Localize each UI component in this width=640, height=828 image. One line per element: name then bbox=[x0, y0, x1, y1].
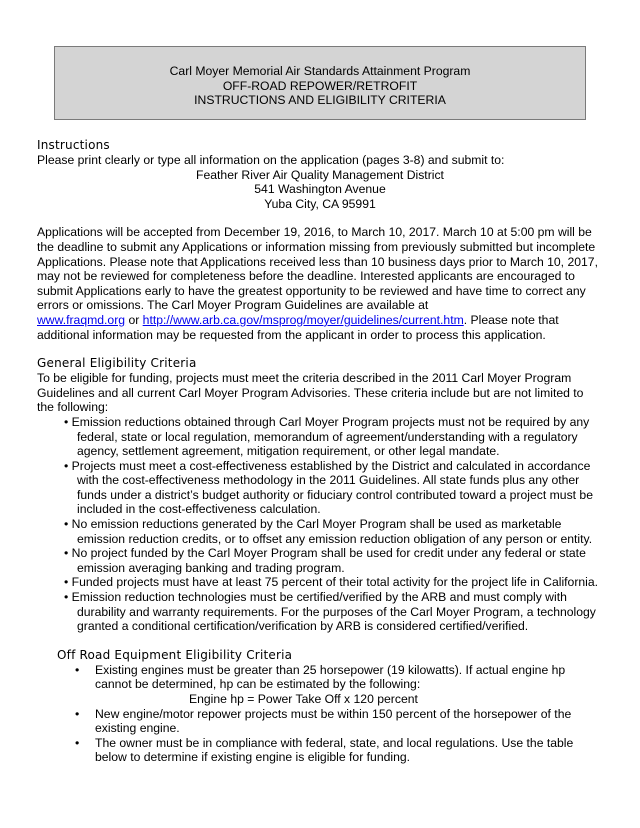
general-criteria-intro: To be eligible for funding, projects must meet the criteria described in the 2011 Carl Moyer Program Guidelines and all current Carl Moyer Program Advisories. These criteria include but are not limited to the following: bbox=[37, 371, 584, 415]
list-item bbox=[59, 459, 603, 517]
list-item bbox=[59, 415, 603, 459]
offroad-criteria-heading: Off Road Equipment Eligibility Criteria bbox=[57, 647, 293, 662]
instructions-heading: Instructions bbox=[37, 138, 110, 152]
address-street: 541 Washington Avenue bbox=[254, 182, 386, 197]
general-criteria-heading: General Eligibility Criteria bbox=[37, 356, 197, 371]
deadline-text-end: . Please note that additional information may be requested from the applicant in order to process this application. bbox=[37, 312, 559, 342]
bullet-icon: • bbox=[64, 590, 69, 605]
list-item bbox=[59, 517, 603, 546]
criteria-text: Emission reduction technologies must be certified/verified by the ARB and must comply with durability and warranty requirements. For the purposes of the Carl Moyer Program, a technology granted a conditional certification/verification by ARB is considered certified/verified. bbox=[71, 590, 596, 634]
list-item bbox=[59, 575, 603, 590]
criteria-text: Existing engines must be greater than 25 horsepower (19 kilowatts). If actual engine hp cannot be determined, hp can be estimated by the following: bbox=[95, 662, 566, 692]
criteria-text: Projects must meet a cost-effectiveness established by the District and calculated in accordance with the cost-effectiveness methodology in the 2011 Guidelines. All state funds plus any other funds under a district’s budget authority or fiduciary control contributed toward a project must be included in the cost-effectiveness calculation. bbox=[71, 458, 593, 517]
instructions-intro: Please print clearly or type all information on the application (pages 3-8) and submit to: bbox=[37, 153, 505, 167]
bullet-icon: • bbox=[75, 706, 80, 721]
list-item bbox=[75, 736, 603, 765]
program-subtitle: OFF-ROAD REPOWER/RETROFIT bbox=[222, 78, 418, 93]
bullet-icon: • bbox=[64, 458, 69, 473]
address-org: Feather River Air Quality Management District bbox=[196, 167, 444, 182]
criteria-text: Emission reductions obtained through Carl Moyer Program projects must not be required by any federal, state or local regulation, memorandum of agreement/understanding with a regulatory agency, settlement agreement, mitigation requirement, or other legal mandate. bbox=[71, 414, 590, 459]
district-address bbox=[37, 168, 603, 212]
fraqmd-link[interactable]: www.fraqmd.org bbox=[37, 312, 126, 327]
arb-guidelines-link[interactable]: http://www.arb.ca.gov/msprog/moyer/guidelines/current.htm bbox=[142, 312, 464, 327]
criteria-text: The owner must be in compliance with federal, state, and local regulations. Use the table below to determine if existing engine is eligible for funding. bbox=[95, 735, 574, 765]
program-title: Carl Moyer Memorial Air Standards Attainment Program bbox=[169, 64, 471, 78]
list-item bbox=[75, 707, 603, 736]
criteria-text: No emission reductions generated by the Carl Moyer Program shall be used as marketable emission reduction credits, or to offset any emission reduction obligation of any person or entity. bbox=[71, 517, 593, 546]
list-item bbox=[59, 546, 603, 575]
bullet-icon: • bbox=[75, 662, 80, 677]
document-body bbox=[37, 138, 603, 765]
deadline-text: Applications will be accepted from December 19, 2016, to March 10, 2017. March 10 at 5:00 pm will be the deadline to submit any Applications or information missing from previously submitted but incomplete Applications. Please note that Applications received less than 10 business days prior to March 10, 2017, may not be reviewed for completeness before the deadline. Interested applicants are encouraged to submit Applications early to have the greatest opportunity to be reviewed and have time to correct any errors or omissions. The Carl Moyer Program Guidelines are available at bbox=[37, 225, 598, 313]
offroad-criteria-list bbox=[57, 663, 603, 765]
offroad-section bbox=[37, 648, 603, 765]
document-title: INSTRUCTIONS AND ELIGIBILITY CRITERIA bbox=[194, 93, 446, 107]
general-criteria-list bbox=[37, 415, 603, 634]
list-item bbox=[75, 663, 603, 707]
bullet-icon: • bbox=[64, 575, 69, 590]
criteria-text: Funded projects must have at least 75 percent of their total activity for the project life in California. bbox=[71, 575, 599, 590]
bullet-icon: • bbox=[64, 414, 69, 429]
criteria-text: New engine/motor repower projects must be within 150 percent of the horsepower of the existing engine. bbox=[95, 706, 572, 736]
deadline-paragraph bbox=[37, 225, 603, 342]
bullet-icon: • bbox=[75, 735, 80, 750]
address-city: Yuba City, CA 95991 bbox=[264, 196, 376, 211]
list-item bbox=[59, 590, 603, 634]
title-box bbox=[54, 46, 586, 120]
bullet-icon: • bbox=[64, 517, 69, 532]
criteria-text: No project funded by the Carl Moyer Program shall be used for credit under any federal or state emission averaging banking and trading program. bbox=[71, 546, 586, 575]
or-text: or bbox=[125, 312, 143, 327]
bullet-icon: • bbox=[64, 546, 69, 561]
hp-formula: Engine hp = Power Take Off x 120 percent bbox=[189, 692, 418, 706]
